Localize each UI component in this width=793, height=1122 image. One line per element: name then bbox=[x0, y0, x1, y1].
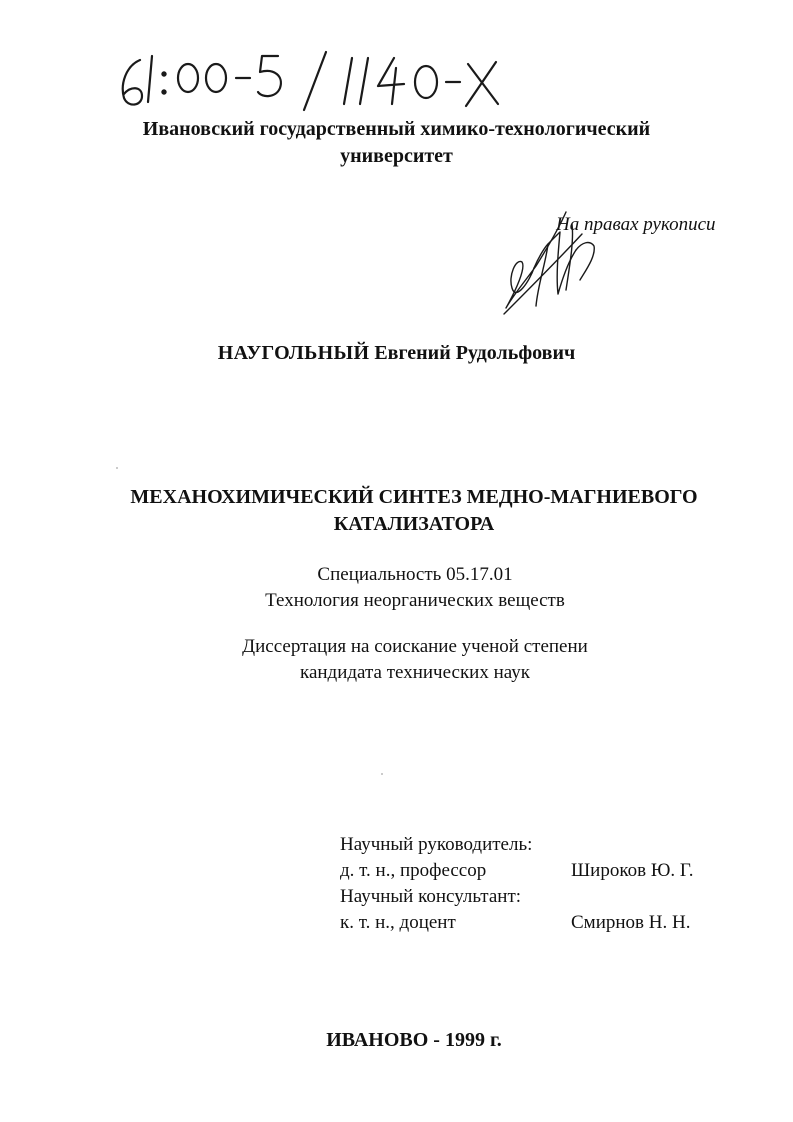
advisor-label-row bbox=[340, 832, 693, 858]
degree-block bbox=[0, 634, 793, 686]
signature bbox=[486, 210, 636, 322]
consultant-role: к. т. н., доцент bbox=[340, 912, 456, 933]
advisor-name: Широков Ю. Г. bbox=[571, 860, 694, 881]
specialty-code: Специальность 05.17.01 bbox=[317, 564, 513, 585]
handwritten-archive-code bbox=[112, 40, 532, 120]
university-line-1: Ивановский государственный химико-технологический bbox=[142, 118, 651, 140]
university-line-2: университет bbox=[340, 145, 453, 167]
dissertation-title bbox=[0, 484, 793, 538]
consultant-label: Научный консультант: bbox=[340, 886, 522, 907]
advisor-row bbox=[340, 858, 693, 884]
specialty-name: Технология неорганических веществ bbox=[265, 590, 565, 611]
university-name bbox=[0, 116, 793, 170]
signature-drawing bbox=[486, 210, 636, 322]
consultant-row bbox=[340, 910, 693, 936]
title-line-1: МЕХАНОХИМИЧЕСКИЙ СИНТЕЗ МЕДНО-МАГНИЕВОГО bbox=[130, 486, 698, 508]
consultant-name: Смирнов Н. Н. bbox=[571, 912, 691, 933]
supervisors-block bbox=[340, 832, 693, 936]
rights-notice: На правах рукописи bbox=[556, 214, 716, 235]
degree-line-1: Диссертация на соискание ученой степени bbox=[242, 636, 588, 657]
author-name bbox=[0, 340, 793, 366]
advisor-role: д. т. н., профессор bbox=[340, 860, 487, 881]
title-line-2: КАТАЛИЗАТОРА bbox=[333, 513, 495, 535]
scan-speck bbox=[116, 467, 118, 469]
city-year: ИВАНОВО - 1999 г. bbox=[326, 1029, 502, 1051]
consultant-label-row bbox=[340, 884, 693, 910]
advisor-label: Научный руководитель: bbox=[340, 834, 533, 855]
scan-speck bbox=[381, 773, 383, 775]
handwritten-archive-code-drawing bbox=[112, 40, 532, 120]
author-surname: НАУГОЛЬНЫЙ bbox=[217, 342, 370, 364]
specialty-block bbox=[0, 562, 793, 614]
author-given-names: Евгений Рудольфович bbox=[374, 342, 576, 364]
degree-line-2: кандидата технических наук bbox=[300, 662, 530, 683]
